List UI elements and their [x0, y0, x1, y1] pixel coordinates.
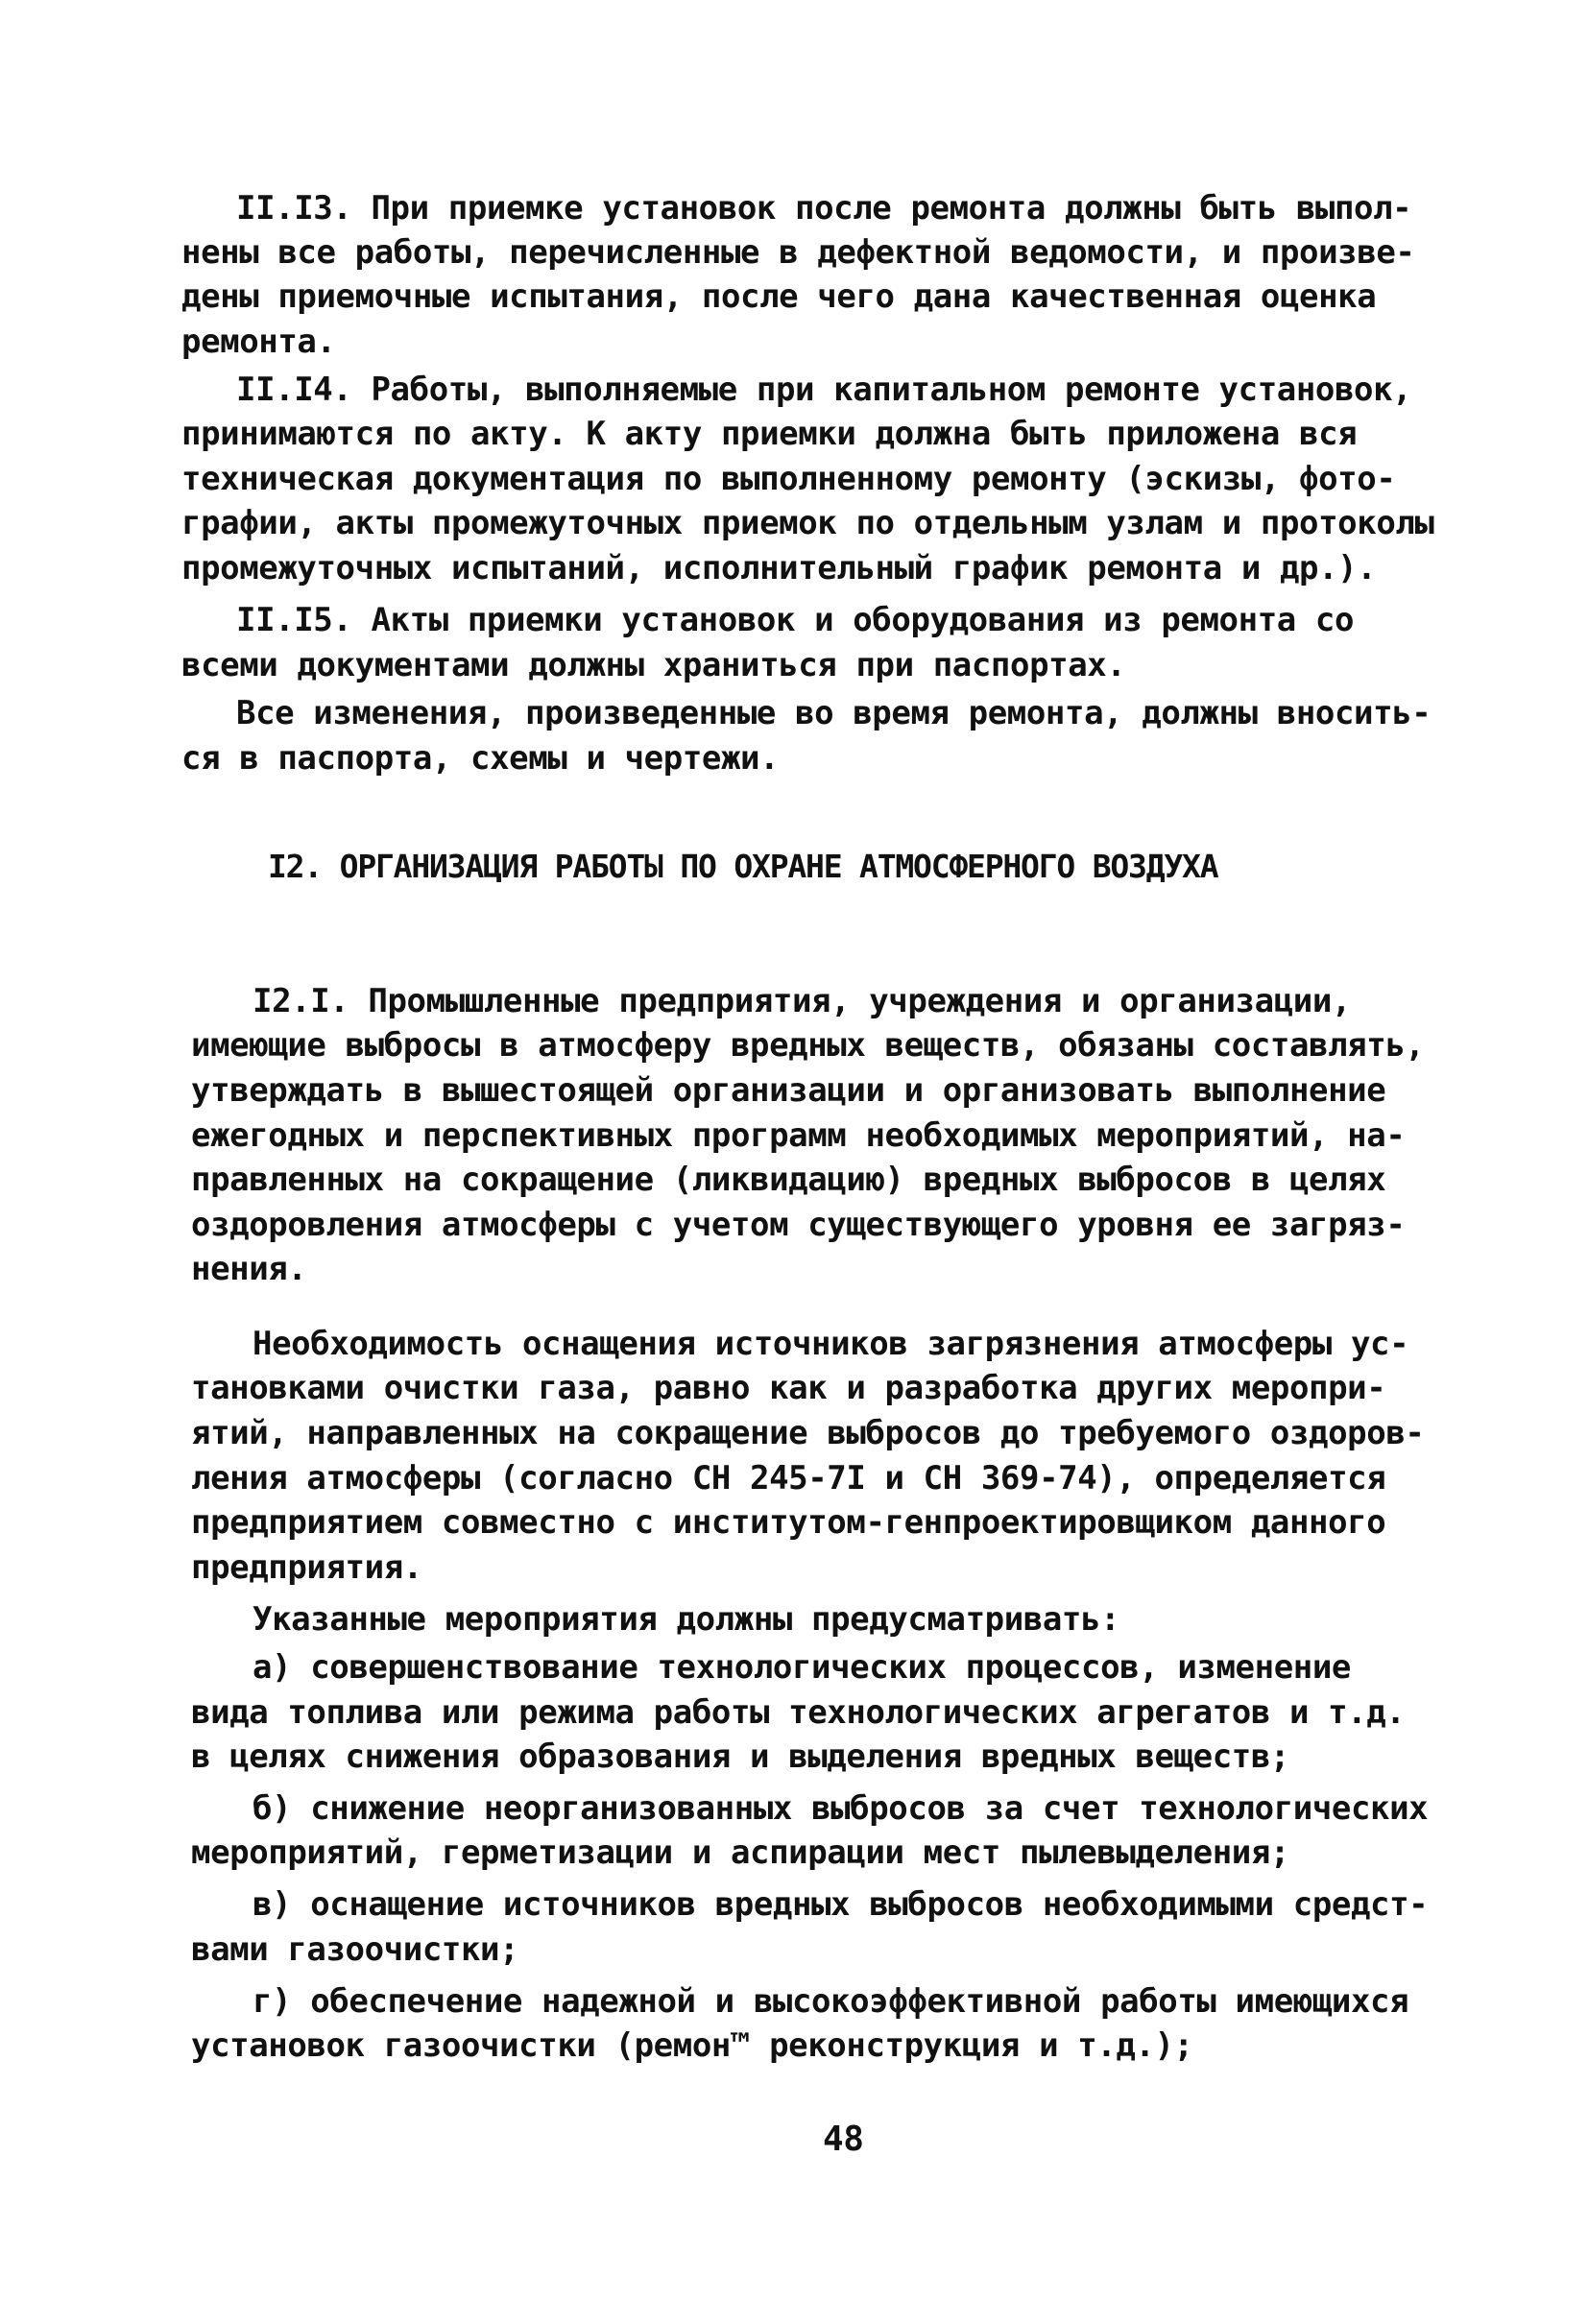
- text-line: Все изменения, произведенные во время ремонта, должны вносить-: [236, 694, 1432, 732]
- text-line: вами газоочистки;: [191, 1930, 519, 1969]
- text-line: ся в паспорта, схемы и чертежи.: [181, 739, 780, 778]
- text-line: II.I4. Работы, выполняемые при капитальном ремонте установок,: [236, 371, 1412, 409]
- text-line: нены все работы, перечисленные в дефектной ведомости, и произве-: [181, 233, 1415, 272]
- text-line: правленных на сокращение (ликвидацию) вредных выбросов в целях: [191, 1161, 1386, 1199]
- text-line: б) снижение неорганизованных выбросов за счет технологических: [253, 1789, 1429, 1828]
- text-line: установок газоочистки (ремон™ реконструкция и т.д.);: [191, 2026, 1193, 2065]
- text-line: всеми документами должны храниться при паспортах.: [181, 646, 1126, 684]
- text-line: в) оснащение источников вредных выбросов необходимыми средст-: [253, 1885, 1429, 1924]
- page-number: 48: [823, 2120, 864, 2159]
- text-line: оздоровления атмосферы с учетом существующего уровня ее загряз-: [191, 1206, 1406, 1244]
- text-line: ежегодных и перспективных программ необходимых мероприятий, на-: [191, 1116, 1406, 1155]
- text-line: вида топлива или режима работы технологических агрегатов и т.д.: [191, 1693, 1406, 1732]
- text-line: предприятия.: [191, 1548, 422, 1587]
- text-line: принимаются по акту. К акту приемки должна быть приложена вся: [181, 415, 1358, 453]
- text-line: утверждать в вышестоящей организации и организовать выполнение: [191, 1071, 1386, 1110]
- text-line: II.I5. Акты приемки установок и оборудования из ремонта со: [236, 601, 1355, 639]
- text-line: II.I3. При приемке установок после ремонта должны быть выпол-: [236, 189, 1412, 228]
- text-line: ремонта.: [181, 323, 336, 361]
- text-line: техническая документация по выполненному ремонту (эскизы, фото-: [181, 460, 1396, 498]
- text-line: мероприятий, герметизации и аспирации мест пылевыделения;: [191, 1833, 1289, 1872]
- text-line: промежуточных испытаний, исполнительный график ремонта и др.).: [181, 549, 1377, 587]
- measures-intro: Указанные мероприятия должны предусматривать:: [253, 1600, 1120, 1639]
- text-line: имеющие выбросы в атмосферу вредных веществ, обязаны составлять,: [191, 1026, 1425, 1065]
- text-line: а) совершенствование технологических процессов, изменение: [253, 1648, 1351, 1687]
- text-line: I2.I. Промышленные предприятия, учреждения и организации,: [253, 982, 1351, 1020]
- text-line: ятий, направленных на сокращение выбросов до требуемого оздоров-: [191, 1414, 1425, 1452]
- text-line: графии, акты промежуточных приемок по отдельным узлам и протоколы: [181, 504, 1434, 542]
- text-line: тановками очистки газа, равно как и разработка других меропри-: [191, 1369, 1386, 1407]
- section-heading: I2. ОРГАНИЗАЦИЯ РАБОТЫ ПО ОХРАНЕ АТМОСФЕРНОГО ВОЗДУХА: [268, 848, 1218, 885]
- text-line: Необходимость оснащения источников загрязнения атмосферы ус-: [253, 1325, 1409, 1363]
- text-line: ления атмосферы (согласно СН 245-7I и СН 369-74), определяется: [191, 1459, 1386, 1497]
- text-line: нения.: [191, 1250, 307, 1288]
- text-line: г) обеспечение надежной и высокоэффективной работы имеющихся: [253, 1982, 1409, 2021]
- text-line: предприятием совместно с институтом-генпроектировщиком данного: [191, 1503, 1386, 1542]
- text-line: дены приемочные испытания, после чего дана качественная оценка: [181, 277, 1377, 316]
- text-line: в целях снижения образования и выделения вредных веществ;: [191, 1737, 1289, 1776]
